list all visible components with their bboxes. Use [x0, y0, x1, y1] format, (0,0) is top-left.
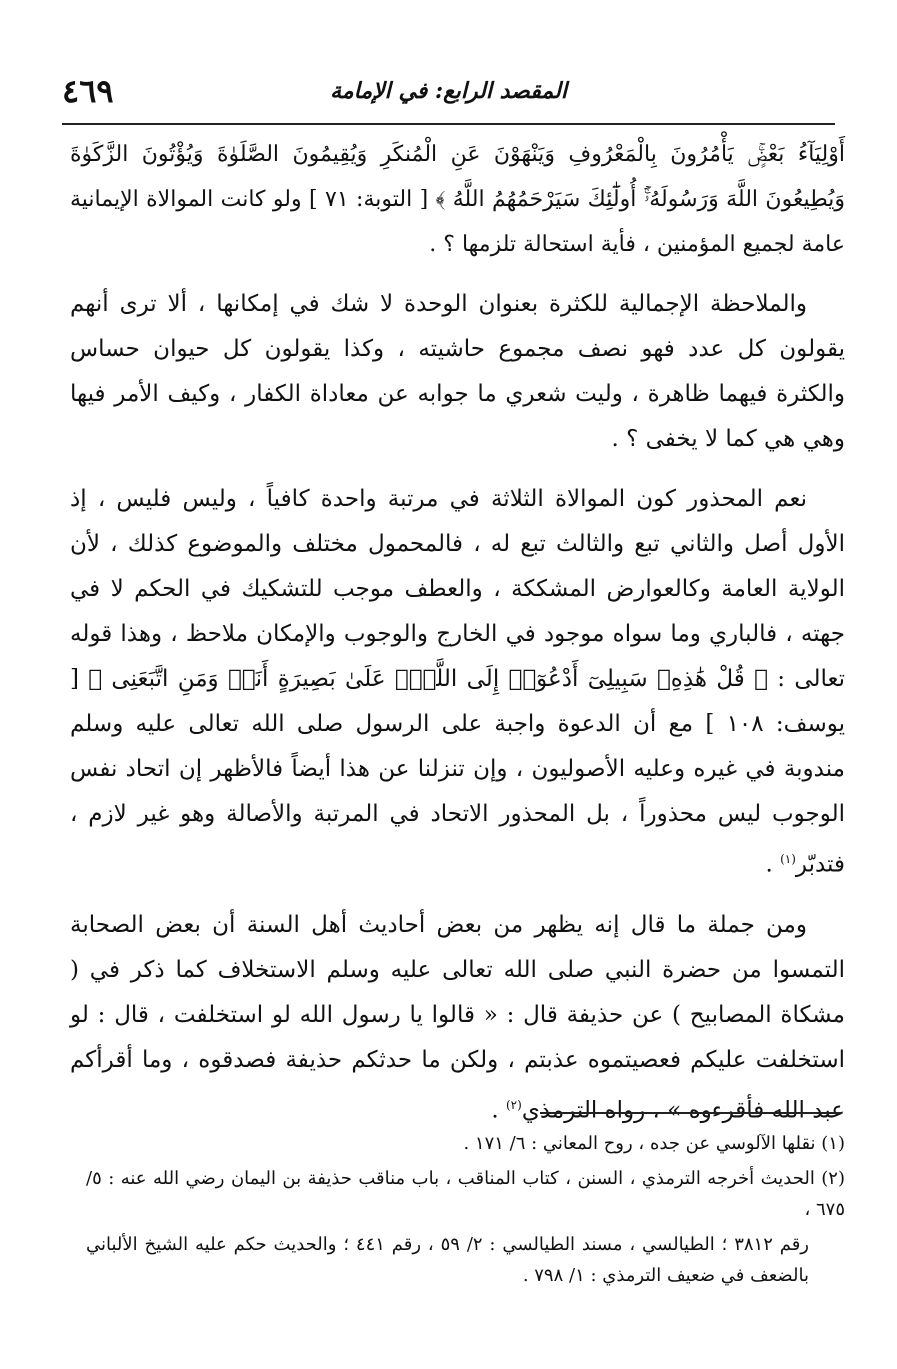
- paragraph-4-text: ومن جملة ما قال إنه يظهر من بعض أحاديث أهل السنة أن بعض الصحابة التمسوا من حضرة النبي صلى الله تعالى عليه وسلم الاستخلاف كما ذكر في ( مشكاة المصابيح ) عن حذيفة قال : « قالوا يا رسول الله لو استخلفت ، قال : لو استخلفت عليكم فعصيتموه عذبتم ، ولكن ما حدثكم حذيفة فصدقوه ، وما أقرأكم عبد الله فأقرءوه » ، رواه الترمذي: [70, 911, 845, 1124]
- running-title: المقصد الرابع: في الإمامة: [330, 78, 567, 104]
- footnote-2: (٢) الحديث أخرجه الترمذي ، السنن ، كتاب المناقب ، باب مناقب حذيفة بن اليمان رضي الله عنه : ٥/ ٦٧٥ ،: [86, 1168, 845, 1220]
- footnote-ref-1: (١): [780, 852, 796, 866]
- footnote-separator: [540, 1112, 842, 1114]
- paragraph-4: [70, 903, 845, 1134]
- footnote-2-continuation: رقم ٣٨١٢ ؛ الطيالسي ، مسند الطيالسي : ٢/ ٥٩ ، رقم ٤٤١ ؛ والحديث حكم عليه الشيخ الألباني بالضعف في ضعيف الترمذي : ١/ ٧٩٨ .: [86, 1234, 809, 1286]
- paragraph-3-end: .: [765, 851, 781, 878]
- main-text: [70, 132, 845, 1148]
- paragraph-1: أَوْلِيَآءُ بَعْضٍۚ يَأْمُرُونَ بِالْمَعْرُوفِ وَيَنْهَوْنَ عَنِ الْمُنكَرِ وَيُقِيمُونَ الصَّلَوٰةَ وَيُؤْتُونَ الزَّكَوٰةَ وَيُطِيعُونَ اللَّهَ وَرَسُولَهُۥٓۚ أُولَٰٓئِكَ سَيَرْحَمُهُمُ اللَّهُ ﴾ [ التوبة: ٧١ ] ولو كانت الموالاة الإيمانية عامة لجميع المؤمنين ، فأية استحالة تلزمها ؟ .: [70, 142, 845, 257]
- header-rule: [62, 123, 835, 125]
- paragraph-3-text: نعم المحذور كون الموالاة الثلاثة في مرتبة واحدة كافياً ، وليس فليس ، إذ الأول أصل والثاني تبع والثالث تبع له ، فالمحمول مختلف والموضوع كذلك ، لأن الولاية العامة وكالعوارض المشككة ، والعطف موجب للتشكيك في الحكم لا في جهته ، فالباري وما سواه موجود في الخارج والوجوب والإمكان ملاحظ ، وهذا قوله تعالى : ﴿ قُلْ هَٰذِهِۦ سَبِيلِىٓ أَدْعُوٓا۟ إِلَى اللَّهِۚ عَلَىٰ بَصِيرَةٍ أَنَا۠ وَمَنِ اتَّبَعَنِى ﴾ [ يوسف: ١٠٨ ] مع أن الدعوة واجبة على الرسول صلى الله تعالى عليه وسلم مندوبة في غيره وعليه الأصوليون ، وإن تنزلنا عن هذا أيضاً فالأظهر إن اتحاد نفس الوجوب ليس محذوراً ، بل المحذور الاتحاد في المرتبة والأصالة وهو غير لازم ، فتدبّر: [70, 486, 846, 878]
- page-header: [62, 72, 835, 120]
- footnote-ref-2: (٢): [505, 1097, 522, 1112]
- paragraph-3: [70, 477, 845, 888]
- paragraph-2: والملاحظة الإجمالية للكثرة بعنوان الوحدة لا شك في إمكانها ، ألا ترى أنهم يقولون كل عدد فهو نصف مجموع حاشيته ، وكذا يقولون كل حيوان حساس والكثرة فيهما ظاهرة ، وليت شعري ما جوابه عن معاداة الكفار ، وكيف الأمر فيها وهي هي كما لا يخفى ؟ .: [70, 291, 845, 452]
- paragraph-4-end: .: [491, 1097, 506, 1124]
- footnote-1: (١) نقلها الآلوسي عن جده ، روح المعاني : ٦/ ١٧١ .: [463, 1133, 845, 1154]
- footnotes: [86, 1128, 845, 1291]
- page-number: ٤٦٩: [62, 72, 114, 110]
